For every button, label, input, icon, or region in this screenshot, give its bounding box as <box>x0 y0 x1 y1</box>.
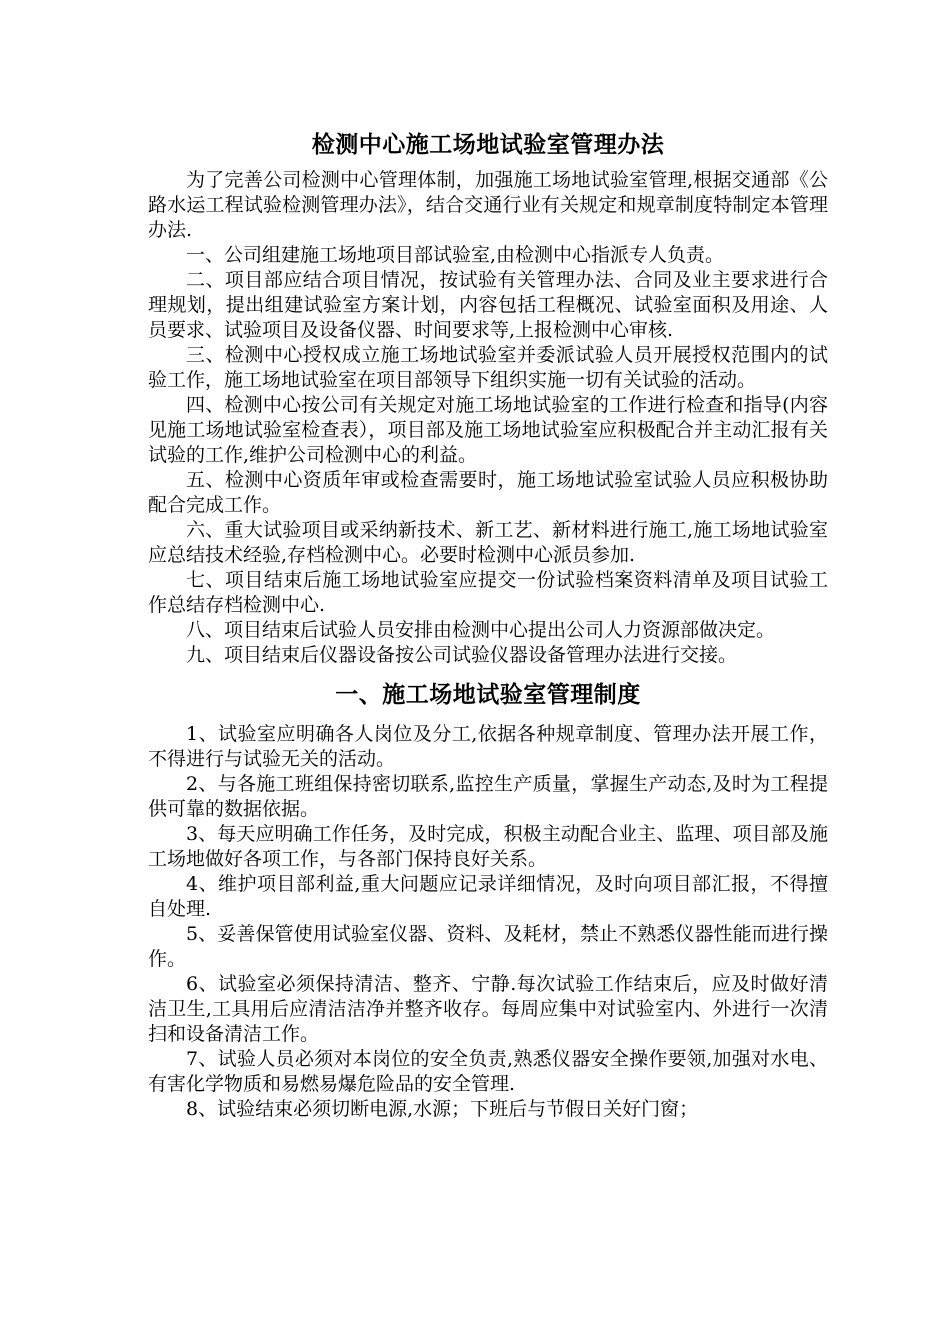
article-7: 七、项目结束后施工场地试验室应提交一份试验档案资料清单及项目试验工作总结存档检测中心. <box>148 569 828 616</box>
document-title: 检测中心施工场地试验室管理办法 <box>311 131 665 158</box>
rule-4: 4、维护项目部利益,重大问题应记录详细情况，及时向项目部汇报，不得擅自处理. <box>148 873 828 920</box>
document-page <box>148 128 828 1122</box>
rule-8: 8、试验结束必须切断电源,水源；下班后与节假日关好门窗； <box>186 1098 699 1120</box>
article-9: 九、项目结束后仪器设备按公司试验仪器设备管理办法进行交接。 <box>186 644 738 666</box>
article-list <box>148 243 828 668</box>
intro-paragraph: 为了完善公司检测中心管理体制，加强施工场地试验室管理,根据交通部《公路水运工程试验检测管理办法》，结合交通行业有关规定和规章制度特制定本管理办法. <box>148 169 828 241</box>
article-8: 八、项目结束后试验人员安排由检测中心提出公司人力资源部做决定。 <box>186 619 776 641</box>
rule-list <box>148 722 828 1122</box>
article-1: 一、公司组建施工场地项目部试验室,由检测中心指派专人负责。 <box>186 244 725 266</box>
rule-3: 3、每天应明确工作任务，及时完成，积极主动配合业主、监理、项目部及施工场地做好各项工作，与各部门保持良好关系。 <box>148 823 828 870</box>
rule-5: 5、妥善保管使用试验室仪器、资料、及耗材，禁止不熟悉仪器性能而进行操作。 <box>148 923 828 970</box>
article-6: 六、重大试验项目或采纳新技术、新工艺、新材料进行施工,施工场地试验室应总结技术经验,存档检测中心。必要时检测中心派员参加. <box>148 519 828 566</box>
rule-6: 6、试验室必须保持清洁、整齐、宁静.每次试验工作结束后，应及时做好清洁卫生,工具用后应清洁洁净并整齐收存。每周应集中对试验室内、外进行一次清扫和设备清洁工作。 <box>148 973 828 1045</box>
article-3: 三、检测中心授权成立施工场地试验室并委派试验人员开展授权范围内的试验工作，施工场地试验室在项目部领导下组织实施一切有关试验的活动。 <box>148 344 828 391</box>
rule-7: 7、试验人员必须对本岗位的安全负责,熟悉仪器安全操作要领,加强对水电、有害化学物质和易燃易爆危险品的安全管理. <box>148 1048 828 1095</box>
section-title: 一、施工场地试验室管理制度 <box>335 681 641 708</box>
article-2: 二、项目部应结合项目情况，按试验有关管理办法、合同及业主要求进行合理规划，提出组建试验室方案计划，内容包括工程概况、试验室面积及用途、人员要求、试验项目及设备仪器、时间要求等,上报检测中心审核. <box>148 269 828 341</box>
rule-1: 1、试验室应明确各人岗位及分工,依据各种规章制度、管理办法开展工作，不得进行与试验无关的活动。 <box>148 723 828 770</box>
article-5: 五、检测中心资质年审或检查需要时，施工场地试验室试验人员应积极协助配合完成工作。 <box>148 469 828 516</box>
article-4: 四、检测中心按公司有关规定对施工场地试验室的工作进行检查和指导(内容见施工场地试验室检查表），项目部及施工场地试验室应积极配合并主动汇报有关试验的工作,维护公司检测中心的利益。 <box>148 394 828 466</box>
rule-2: 2、与各施工班组保持密切联系,监控生产质量，掌握生产动态,及时为工程提供可靠的数据依据。 <box>148 773 828 820</box>
